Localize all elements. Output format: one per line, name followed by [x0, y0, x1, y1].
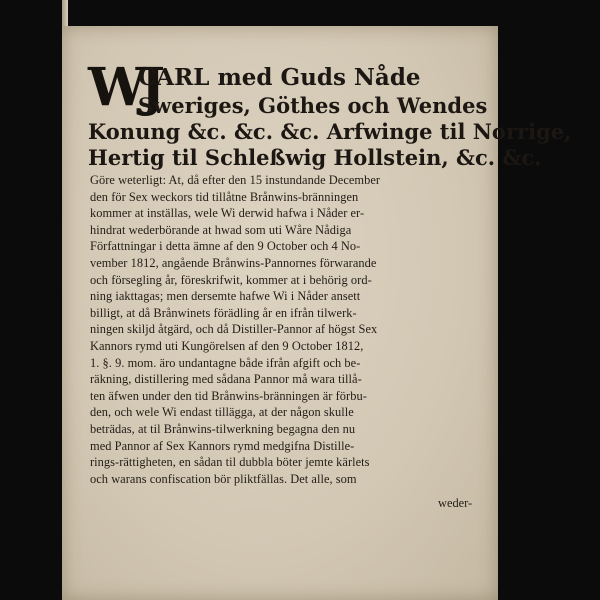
heading-line-4: Hertig til Schleßwig Hollstein, &c. &c. — [88, 145, 542, 170]
body-line: vember 1812, angående Brånwins-Pannornes förwarande — [90, 255, 377, 270]
body-line: 1. §. 9. mom. äro undantagne både ifrån afgift och be- — [90, 355, 361, 370]
proclamation-body — [90, 172, 478, 487]
body-line: ten äfwen under den tid Brånwins-bränningen är förbu- — [90, 388, 367, 403]
heading-line-1: CARL med Guds Nåde — [138, 64, 421, 91]
catchword: weder- — [438, 496, 473, 510]
body-line: Kannors rymd uti Kungörelsen af den 9 October 1812, — [90, 338, 364, 353]
body-line: kommer at inställas, wele Wi derwid hafwa i Nåder er- — [90, 206, 365, 221]
heading-line-3: Konung &c. &c. &c. Arfwinge til Norrige, — [88, 119, 572, 144]
body-line: Göre weterligt: At, då efter den 15 instundande December — [90, 173, 381, 187]
body-line: den, och wele Wi endast tillägga, at der någon skulle — [90, 405, 354, 420]
heading-line-2: Sweriges, Göthes och Wendes — [138, 93, 488, 118]
body-line: hindrat wederbörande at hwad som uti Wåre Nådiga — [90, 222, 352, 237]
body-line: den för Sex weckors tid tillåtne Brånwins-bränningen — [90, 189, 359, 204]
body-line: och warans confiscation bör pliktfällas. Det alle, som — [90, 471, 357, 486]
body-line: med Pannor af Sex Kannors rymd medgifna Distille- — [90, 438, 355, 453]
body-line: ning iakttagas; men dersemte hafwe Wi i Nåder ansett — [90, 289, 361, 304]
body-line: Författningar i detta ämne af den 9 October och 4 No- — [90, 239, 361, 254]
body-line: beträdas, at til Brånwins-tilwerkning begagna den nu — [90, 421, 356, 436]
body-line: billigt, at då Brånwinets förädling år en ifrån tilwerk- — [90, 305, 357, 320]
body-line: rings-rättigheten, en sådan til dubbla böter jemte kärlets — [90, 455, 370, 470]
body-line: räkning, distillering med sådana Pannor må wara tillå- — [90, 372, 362, 387]
body-line: ningen skiljd åtgärd, och då Distiller-Pannor af högst Sex — [90, 322, 378, 337]
body-line: och försegling år, föreskrifwit, kommer at i behörig ord- — [90, 272, 372, 287]
decorated-initial: WJ — [88, 57, 160, 118]
